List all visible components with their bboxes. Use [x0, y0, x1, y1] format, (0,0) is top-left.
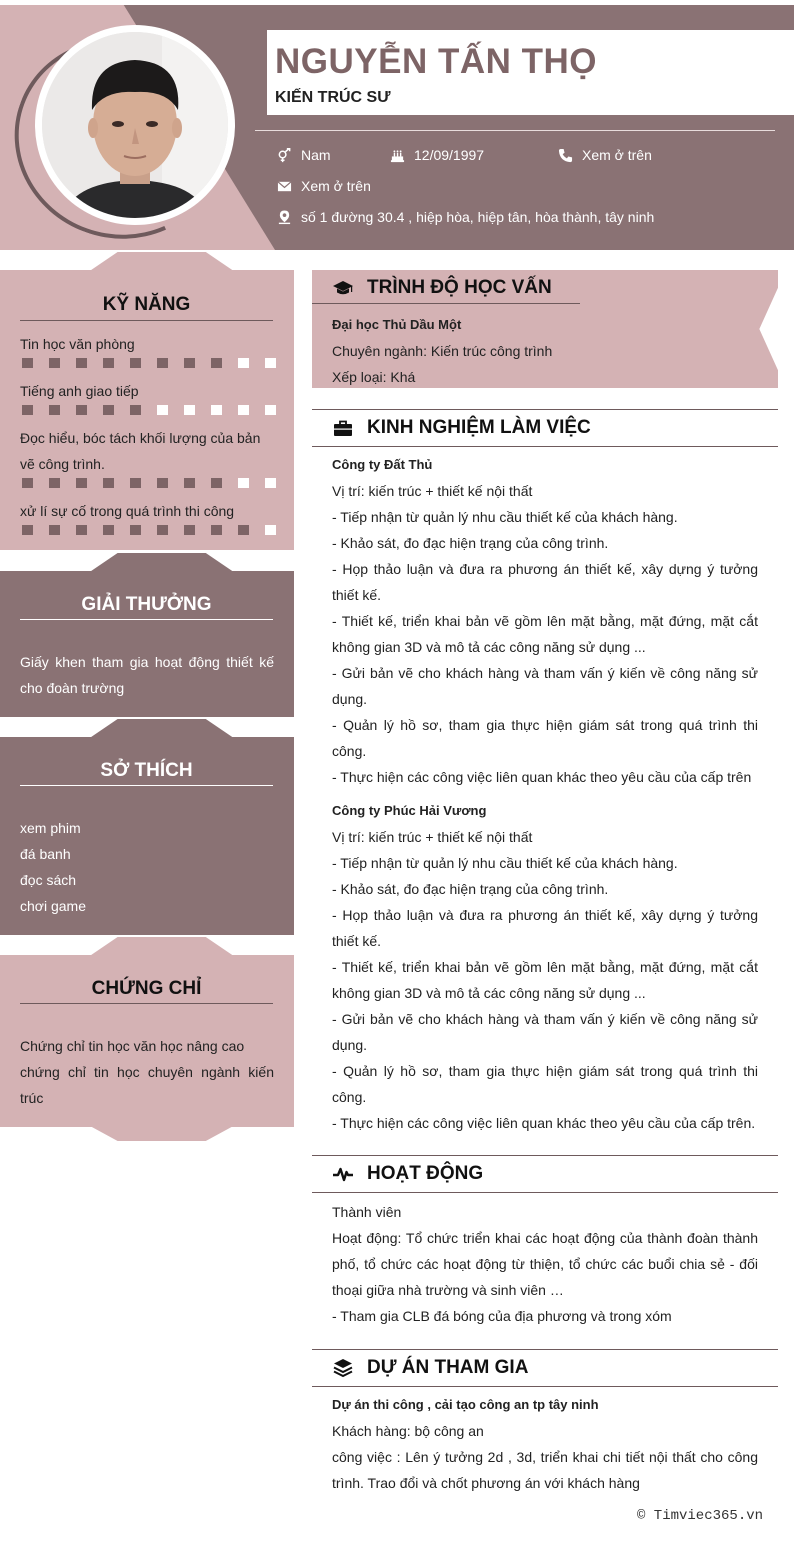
activities-top-line [312, 1155, 778, 1156]
job-line: - Khảo sát, đo đạc hiện trạng của công trình. [332, 881, 609, 897]
rating-filled [184, 525, 195, 535]
education-rank: Xếp loại: Khá [332, 369, 416, 385]
activity-line: - Tham gia CLB đá bóng của địa phương và trong xóm [332, 1308, 672, 1324]
projects-header [312, 1356, 778, 1380]
birthday-value: 12/09/1997 [414, 147, 485, 163]
hobbies-heading-line [20, 785, 273, 786]
rating-empty [184, 405, 195, 415]
phone-value: Xem ở trên [582, 147, 652, 163]
projects-heading: DỰ ÁN THAM GIA [367, 1357, 529, 1378]
email-info [275, 176, 371, 196]
rating-empty [238, 478, 249, 488]
hobby-item: chơi game [20, 898, 86, 914]
job-line: - Thực hiện các công việc liên quan khác theo yêu cầu của cấp trên [332, 769, 752, 785]
skill-rating [22, 525, 292, 535]
experience-heading-line [312, 446, 778, 447]
skill-name: Đọc hiểu, bóc tách khối lượng của bản vẽ công trình. [20, 430, 261, 472]
rating-filled [211, 478, 222, 488]
company-name: Công ty Đất Thủ [332, 457, 433, 472]
rating-empty [265, 358, 276, 368]
address-value: số 1 đường 30.4 , hiệp hòa, hiệp tân, hòa thành, tây ninh [301, 209, 655, 225]
projects-top-line [312, 1349, 778, 1350]
address-info [275, 207, 654, 227]
skill-rating [22, 358, 292, 368]
hobbies-heading: SỞ THÍCH [100, 760, 193, 781]
job-line: - Họp thảo luận và đưa ra phương án thiết kế, xây dựng ý tưởng thiết kế. [332, 907, 758, 949]
experience-content [332, 452, 758, 1136]
education-header [312, 276, 778, 300]
certificate-item: Chứng chỉ tin học văn học nâng cao [20, 1038, 245, 1054]
job-line: - Khảo sát, đo đạc hiện trạng của công trình. [332, 535, 609, 551]
job-line: - Quản lý hồ sơ, tham gia thực hiện giám sát trong quá trình thi công. [332, 1063, 758, 1105]
job-line: Vị trí: kiến trúc + thiết kế nội thất [332, 829, 533, 845]
job-title: KIẾN TRÚC SƯ [275, 89, 391, 106]
job-line: - Họp thảo luận và đưa ra phương án thiết kế, xây dựng ý tưởng thiết kế. [332, 561, 758, 603]
certificates-list [20, 1033, 274, 1111]
rating-empty [157, 405, 168, 415]
envelope-icon [275, 177, 293, 195]
skill-name: Tin học văn phòng [20, 336, 135, 352]
rating-filled [103, 358, 114, 368]
rating-filled [22, 478, 33, 488]
phone-icon [556, 146, 574, 164]
rating-filled [157, 358, 168, 368]
experience-heading: KINH NGHIỆM LÀM VIỆC [367, 417, 591, 438]
cake-icon [388, 146, 406, 164]
rating-empty [238, 358, 249, 368]
skills-section [0, 270, 294, 550]
projects-content [332, 1392, 758, 1496]
rating-filled [22, 405, 33, 415]
rating-filled [103, 525, 114, 535]
rating-filled [49, 358, 60, 368]
projects-heading-line [312, 1386, 778, 1387]
rating-filled [238, 525, 249, 535]
activity-line: Thành viên [332, 1204, 402, 1220]
rating-filled [130, 405, 141, 415]
hobby-item: xem phim [20, 820, 81, 836]
section-notch [0, 719, 294, 739]
project-work: công việc : Lên ý tưởng 2d , 3d, triển khai chi tiết nội thất cho công trình. Trao đổi và chốt phương án với khách hàng [332, 1449, 758, 1491]
experience-top-line [312, 409, 778, 410]
rating-filled [211, 525, 222, 535]
rating-filled [22, 525, 33, 535]
job-line: - Tiếp nhận từ quản lý nhu cầu thiết kế của khách hàng. [332, 855, 678, 871]
rating-empty [265, 525, 276, 535]
skill-name: Tiếng anh giao tiếp [20, 383, 139, 399]
name-box [267, 30, 794, 115]
skills-heading-line [20, 320, 273, 321]
education-content [332, 312, 758, 390]
rating-filled [76, 525, 87, 535]
rating-empty [211, 405, 222, 415]
rating-filled [76, 405, 87, 415]
rating-empty [265, 478, 276, 488]
job-line: - Tiếp nhận từ quản lý nhu cầu thiết kế của khách hàng. [332, 509, 678, 525]
header-divider [255, 130, 775, 131]
skills-heading: KỸ NĂNG [102, 294, 191, 315]
phone-info [556, 145, 652, 165]
avatar [35, 25, 235, 225]
rating-filled [184, 358, 195, 368]
job-line: - Thiết kế, triển khai bản vẽ gồm lên mặt bằng, mặt đứng, mặt cắt không gian 3D và mô tả các công năng sử dụng ... [332, 959, 758, 1001]
activity-line: Hoạt động: Tổ chức triển khai các hoạt động của thành đoàn thành phố, tổ chức các hoạt động từ thiện, tổ chức các buổi chia sẻ - đối thoại giữa nhà trường và sinh viên … [332, 1230, 758, 1298]
skill-name: xử lí sự cố trong quá trình thi công [20, 503, 235, 519]
activities-heading-line [312, 1192, 778, 1193]
hobby-item: đọc sách [20, 872, 77, 888]
gender-icon [275, 146, 293, 164]
layers-icon [332, 1357, 354, 1379]
skill-rating [22, 478, 292, 488]
pulse-icon [332, 1163, 354, 1185]
education-heading-line [312, 303, 580, 304]
rating-filled [130, 525, 141, 535]
certificates-section [0, 955, 294, 1127]
awards-text [20, 649, 274, 701]
company-name: Công ty Phúc Hải Vương [332, 803, 487, 818]
gender-info [275, 145, 331, 165]
briefcase-icon [332, 417, 354, 439]
rating-empty [265, 405, 276, 415]
section-notch [0, 553, 294, 573]
certificate-item: chứng chỉ tin học chuyên ngành kiến trúc [20, 1064, 274, 1106]
job-line: - Quản lý hồ sơ, tham gia thực hiện giám sát trong quá trình thi công. [332, 717, 758, 759]
activities-content [332, 1199, 758, 1329]
gender-value: Nam [301, 147, 331, 163]
rating-empty [238, 405, 249, 415]
job-line: - Gửi bản vẽ cho khách hàng và tham vấn ý kiến về công năng sử dụng. [332, 1011, 758, 1053]
rating-filled [22, 358, 33, 368]
rating-filled [157, 525, 168, 535]
activities-heading: HOẠT ĐỘNG [367, 1163, 484, 1184]
award-item: Giấy khen tham gia hoạt động thiết kế cho đoàn trường [20, 654, 274, 696]
rating-filled [103, 478, 114, 488]
school-name: Đại học Thủ Dầu Một [332, 317, 462, 332]
email-value: Xem ở trên [301, 178, 371, 194]
rating-filled [130, 358, 141, 368]
rating-filled [157, 478, 168, 488]
job-line: Vị trí: kiến trúc + thiết kế nội thất [332, 483, 533, 499]
hobbies-list [20, 815, 274, 919]
job-line: - Gửi bản vẽ cho khách hàng và tham vấn ý kiến về công năng sử dụng. [332, 665, 758, 707]
rating-filled [76, 358, 87, 368]
section-notch-bottom [0, 1125, 294, 1141]
candidate-name: NGUYỄN TẤN THỌ [275, 42, 597, 81]
certificates-heading: CHỨNG CHỈ [91, 978, 202, 999]
job-line: - Thực hiện các công việc liên quan khác theo yêu cầu của cấp trên. [332, 1115, 756, 1131]
rating-filled [103, 405, 114, 415]
hobby-item: đá banh [20, 846, 71, 862]
avatar-photo-illustration [42, 32, 228, 218]
awards-heading-line [20, 619, 273, 620]
map-pin-icon [275, 208, 293, 226]
watermark: © Timviec365.vn [637, 1508, 764, 1524]
graduation-cap-icon [332, 277, 354, 299]
education-major: Chuyên ngành: Kiến trúc công trình [332, 343, 553, 359]
hobbies-section [0, 737, 294, 935]
rating-filled [49, 525, 60, 535]
project-name: Dự án thi công , cải tạo công an tp tây ninh [332, 1397, 599, 1412]
activities-header [312, 1162, 778, 1186]
awards-section [0, 571, 294, 717]
rating-filled [130, 478, 141, 488]
experience-header [312, 416, 778, 440]
section-notch [0, 937, 294, 957]
rating-filled [49, 405, 60, 415]
awards-heading: GIẢI THƯỞNG [81, 594, 212, 615]
section-notch [0, 252, 294, 272]
education-heading: TRÌNH ĐỘ HỌC VẤN [367, 277, 552, 298]
skill-rating [22, 405, 292, 415]
rating-filled [184, 478, 195, 488]
certificates-heading-line [20, 1003, 273, 1004]
project-client: Khách hàng: bộ công an [332, 1423, 484, 1439]
rating-filled [211, 358, 222, 368]
rating-filled [49, 478, 60, 488]
job-line: - Thiết kế, triển khai bản vẽ gồm lên mặt bằng, mặt đứng, mặt cắt không gian 3D và mô tả các công năng sử dụng ... [332, 613, 758, 655]
birthday-info [388, 145, 484, 165]
rating-filled [76, 478, 87, 488]
